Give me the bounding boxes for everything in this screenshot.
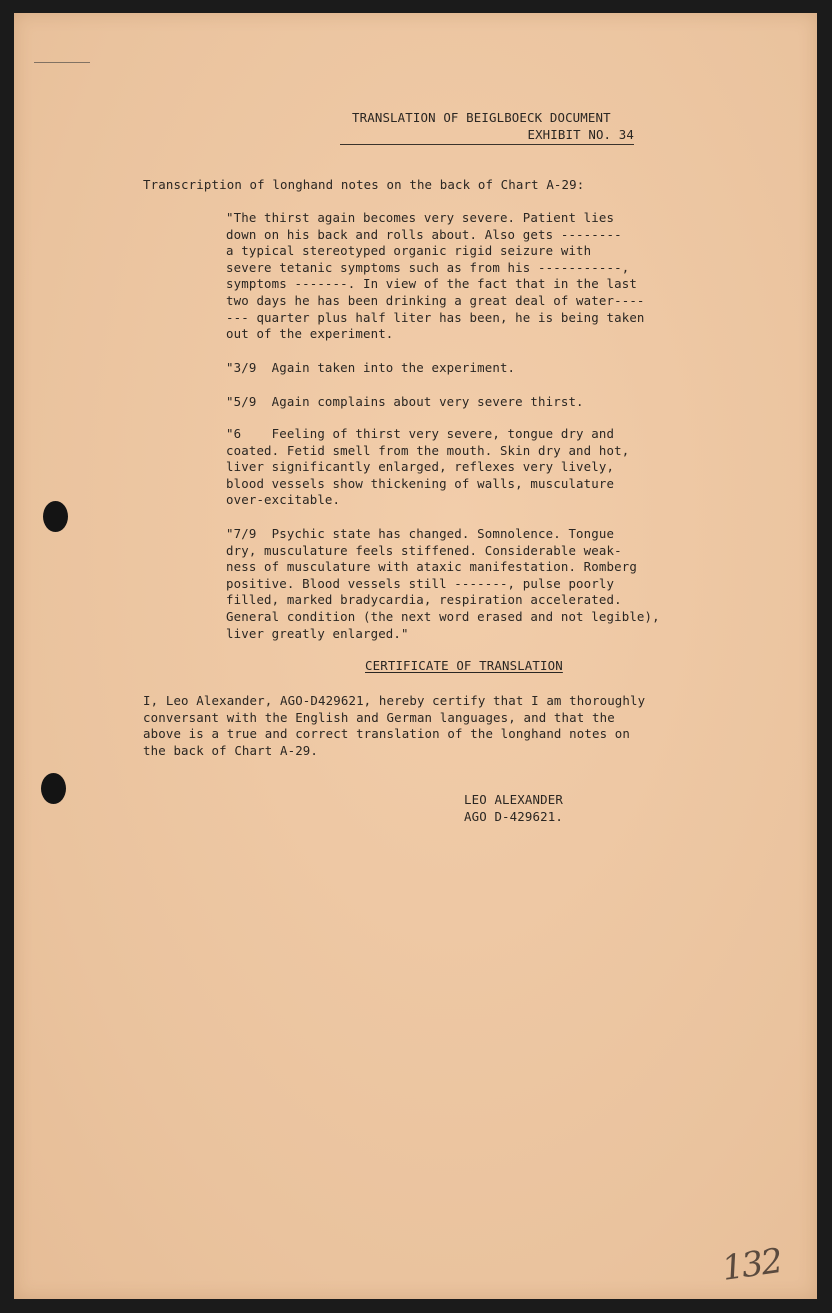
note-paragraph: "5/9 Again complains about very severe thirst. <box>226 394 584 409</box>
margin-mark <box>34 62 90 63</box>
punch-hole-bottom <box>41 773 66 804</box>
certificate-title: CERTIFICATE OF TRANSLATION <box>365 658 563 673</box>
punch-hole-top <box>43 501 68 532</box>
note-paragraph: "7/9 Psychic state has changed. Somnolence. Tongue dry, musculature feels stiffened. Considerable weak- ness of musculature with ataxic manifestation. Romberg positive. Blood vessels still -------, pulse poorly filled, marked bradycardia, respiration accelerated. General condition (the next word erased and not legible), liver greatly enlarged." <box>226 526 660 641</box>
note-paragraph: "The thirst again becomes very severe. Patient lies down on his back and rolls about. Also gets -------- a typical stereotyped organic rigid seizure with severe tetanic symptoms such as from his -----------, symptoms -------. In view of the fact that in the last two days he has been drinking a great deal of water---- --- quarter plus half liter has been, he is being taken out of the experiment. <box>226 210 645 342</box>
signature-name: LEO ALEXANDER <box>464 792 563 807</box>
transcription-heading: Transcription of longhand notes on the back of Chart A-29: <box>143 177 585 192</box>
exhibit-number: EXHIBIT NO. 34 <box>340 127 634 145</box>
document-page <box>14 13 817 1299</box>
note-paragraph: "3/9 Again taken into the experiment. <box>226 360 516 375</box>
note-paragraph: "6 Feeling of thirst very severe, tongue dry and coated. Fetid smell from the mouth. Skin dry and hot, liver significantly enlarged, reflexes very lively, blood vessels show thickening of walls, musculature over-excitable. <box>226 426 630 508</box>
signature-id: AGO D-429621. <box>464 809 563 824</box>
document-title: TRANSLATION OF BEIGLBOECK DOCUMENT <box>352 110 611 125</box>
certificate-body: I, Leo Alexander, AGO-D429621, hereby certify that I am thoroughly conversant with the English and German languages, and that the above is a true and correct translation of the longhand notes on the back of Chart A-29. <box>143 693 646 758</box>
handwritten-page-number: 132 <box>719 1241 784 1289</box>
